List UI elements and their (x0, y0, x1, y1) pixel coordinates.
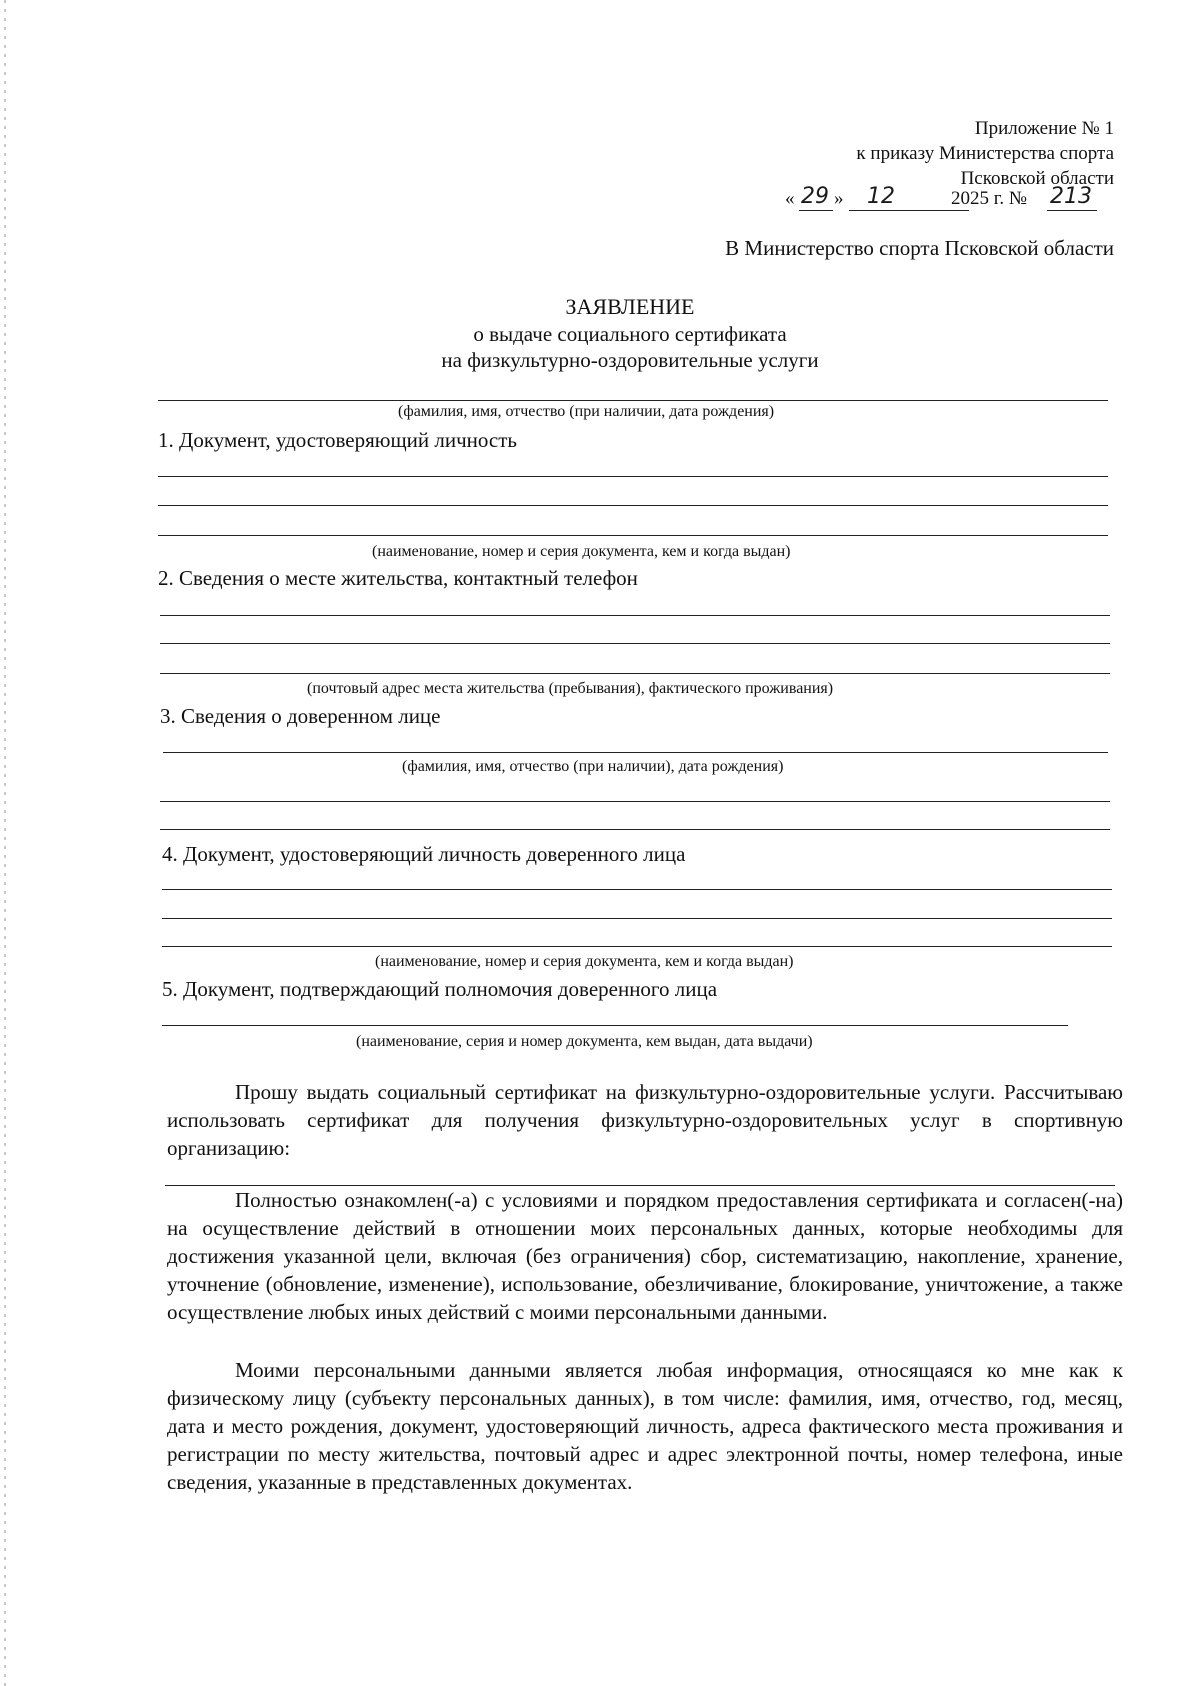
item-4-caption: (наименование, номер и серия документа, кем и когда выдан) (375, 953, 794, 970)
item-1-field-line-2[interactable] (158, 505, 1108, 506)
item-3-field-line-3[interactable] (160, 829, 1110, 830)
appendix-line-2: к приказу Министерства спорта (856, 143, 1114, 164)
day-underline (799, 186, 833, 211)
order-number: 213 (1050, 184, 1092, 209)
item-4-field-line-1[interactable] (162, 889, 1112, 890)
item-2-label: 2. Сведения о месте жительства, контактный телефон (158, 566, 638, 590)
item-1-field-line-3[interactable] (158, 535, 1108, 536)
title-line-2: о выдаче социального сертификата (473, 322, 787, 346)
item-3-label: 3. Сведения о доверенном лице (160, 704, 441, 728)
date-open-quote: « (785, 188, 795, 209)
order-date-line (785, 186, 1115, 216)
item-5-label: 5. Документ, подтверждающий полномочия доверенного лица (162, 977, 718, 1001)
item-2-field-line-2[interactable] (160, 643, 1110, 644)
applicant-name-field[interactable] (158, 400, 1108, 401)
item-2-field-line-3[interactable] (160, 673, 1110, 674)
consent-text: Полностью ознакомлен(-а) с условиями и порядком предоставления сертификата и согласен(-на) на осуществление действий в отношении моих персональных данных, которые необходимы для достижения указанной цели, включая (без ограничения) сбор, систематизацию, накопление, хранение, уточнение (обновление, изменение), использование, обезличивание, блокирование, уничтожение, а также осуществление любых иных действий с моими персональными данными. (167, 1188, 1123, 1324)
addressee: В Министерство спорта Псковской области (725, 236, 1114, 260)
item-4-field-line-2[interactable] (162, 918, 1112, 919)
document-title: ЗАЯВЛЕНИЕ (565, 294, 695, 319)
scan-edge (4, 0, 6, 1686)
appendix-line-3: Псковской области (960, 168, 1114, 189)
applicant-caption: (фамилия, имя, отчество (при наличии, дата рождения) (398, 403, 775, 420)
consent-paragraph (167, 1186, 1123, 1326)
item-1-label: 1. Документ, удостоверяющий личность (158, 428, 517, 452)
personal-data-paragraph (167, 1356, 1123, 1496)
item-3-field-line-2[interactable] (160, 801, 1110, 802)
personal-data-text: Моими персональными данными является любая информация, относящаяся ко мне как к физическому лицу (субъекту персональных данных), в том числе: фамилия, имя, отчество, год, месяц, дата и место рождения, документ, удостоверяющий личность, адреса фактического места проживания и регистрации по месту жительства, почтовый адрес и адрес электронной почты, номер телефона, иные сведения, указанные в представленных документах. (167, 1358, 1123, 1494)
item-2-caption: (почтовый адрес места жительства (пребывания), фактического проживания) (307, 680, 834, 697)
date-close-quote: » (834, 188, 844, 209)
item-2-field-line-1[interactable] (160, 615, 1110, 616)
item-4-label: 4. Документ, удостоверяющий личность доверенного лица (162, 842, 686, 866)
item-1-caption: (наименование, номер и серия документа, кем и когда выдан) (372, 543, 791, 560)
date-day: 29 (801, 184, 829, 209)
item-5-caption: (наименование, серия и номер документа, кем выдан, дата выдачи) (356, 1033, 813, 1050)
request-text: Прошу выдать социальный сертификат на физкультурно-оздоровительные услуги. Рассчитываю использовать сертификат для получения физкультурно-оздоровительных услуг в спортивную организацию: (167, 1080, 1123, 1160)
appendix-header (856, 116, 1114, 191)
item-3-field-line-1[interactable] (163, 752, 1108, 753)
item-5-field-line[interactable] (162, 1025, 1068, 1026)
date-month: 12 (867, 184, 895, 209)
item-4-field-line-3[interactable] (162, 946, 1112, 947)
item-1-field-line-1[interactable] (158, 476, 1108, 477)
title-line-3: на физкультурно-оздоровительные услуги (441, 348, 819, 372)
request-paragraph (167, 1078, 1123, 1162)
appendix-line-1: Приложение № 1 (974, 118, 1114, 139)
number-underline (1047, 186, 1097, 211)
date-year: 2025 г. № (951, 188, 1028, 209)
item-3-caption: (фамилия, имя, отчество (при наличии), дата рождения) (402, 758, 784, 775)
